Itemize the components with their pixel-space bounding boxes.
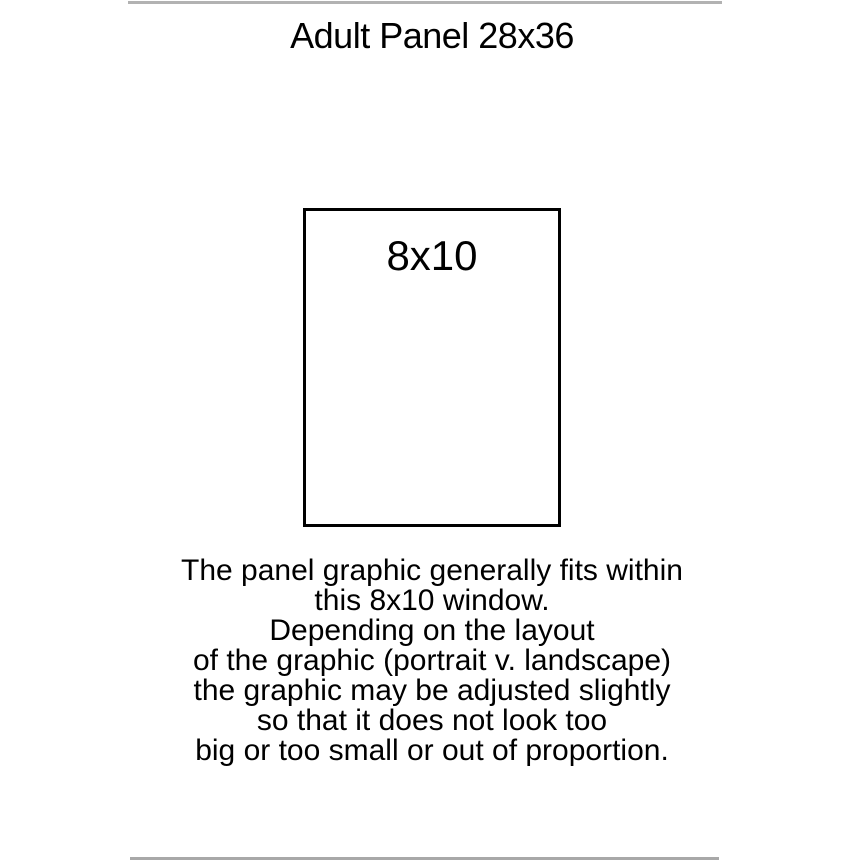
description-line: so that it does not look too	[256, 704, 608, 737]
description-line: Depending on the layout	[269, 614, 595, 647]
description-line: of the graphic (portrait v. landscape)	[192, 644, 672, 677]
description-line: big or too small or out of proportion.	[195, 734, 669, 767]
page-top-edge-line	[128, 1, 722, 4]
description-line: the graphic may be adjusted slightly	[193, 674, 671, 707]
description-text	[0, 556, 864, 766]
window-size-label: 8x10	[386, 232, 478, 279]
page-bottom-edge-line	[130, 857, 719, 860]
graphic-window-outline	[303, 208, 561, 527]
page-title: Adult Panel 28x36	[290, 15, 574, 56]
description-line: this 8x10 window.	[314, 584, 550, 617]
description-line: The panel graphic generally fits within	[181, 554, 683, 587]
